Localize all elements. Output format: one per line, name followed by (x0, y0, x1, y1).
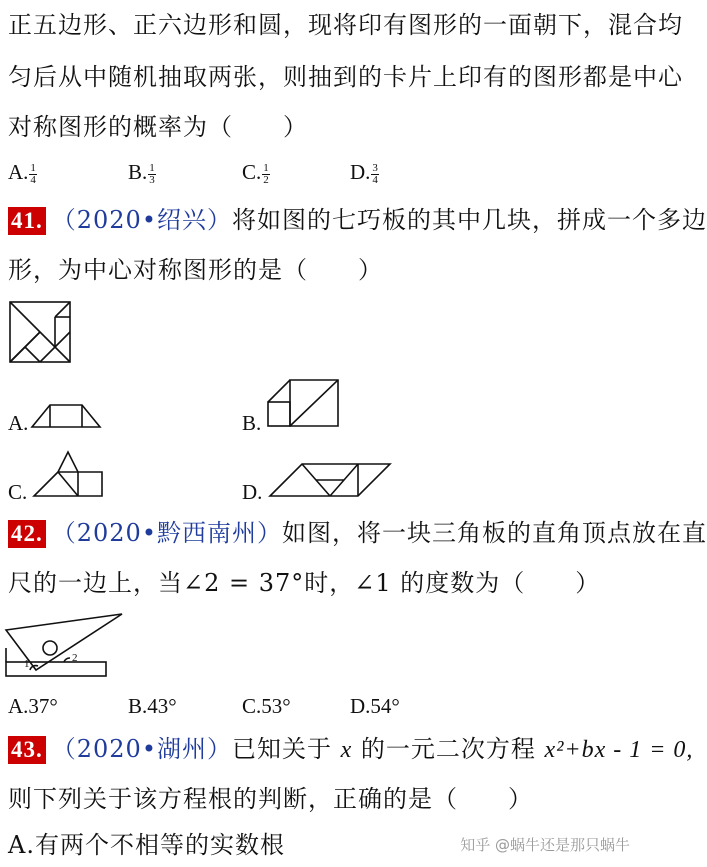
question-source: （2020•黔西南州） (51, 519, 282, 547)
q40-line-2: 匀后从中随机抽取两张，则抽到的卡片上印有的图形都是中心 (8, 63, 683, 91)
q42-option-c: C.53° (242, 694, 291, 718)
q40-option-d: D. $\frac{3}{4}$ (350, 160, 378, 186)
q42-option-a: A.37° (8, 694, 58, 718)
q40-line-1: 正五边形、正六边形和圆，现将印有图形的一面朝下，混合均 (8, 11, 683, 39)
equation: x²+bx - 1 = 0, (544, 737, 694, 763)
q43-option-a: A.有两个不相等的实数根 (8, 831, 285, 859)
question-number: 43. (8, 736, 46, 764)
variable-x: x (340, 737, 353, 763)
q41-option-a-figure (30, 402, 102, 430)
angle-1-label: 1 (24, 658, 30, 670)
q42-option-b: B.43° (128, 694, 177, 718)
q41-option-c-figure (32, 450, 104, 498)
fraction: $\frac{1}{3}$ (149, 161, 155, 186)
question-source: （2020•绍兴） (51, 206, 232, 234)
q42-text: 如图，将一块三角板的直角顶点放在直 (281, 519, 707, 547)
fraction: $\frac{3}{4}$ (372, 161, 378, 186)
q41-text: 将如图的七巧板的其中几块，拼成一个多边 (231, 206, 707, 234)
triangle-ruler-figure (4, 612, 126, 682)
q40-option-b: B. $\frac{1}{3}$ (128, 160, 155, 186)
q41-option-d-figure (268, 462, 392, 498)
q40-option-c: C. $\frac{1}{2}$ (242, 160, 269, 186)
q41-option-d-label: D. (242, 480, 263, 504)
question-number: 42. (8, 520, 46, 548)
q42-line-2: 尺的一边上，当∠2 = 37°时，∠1 的度数为（ ） (8, 569, 601, 597)
fraction: $\frac{1}{2}$ (263, 161, 269, 186)
question-number: 41. (8, 207, 46, 235)
tangram-figure (8, 300, 72, 364)
q41-option-c-label: C. (8, 480, 28, 504)
watermark: 知乎 @蜗牛还是那只蜗牛 (460, 836, 630, 854)
q43-line-2: 则下列关于该方程根的判断，正确的是（ ） (8, 785, 533, 813)
q41-line-2: 形，为中心对称图形的是（ ） (8, 256, 383, 284)
q42-option-d: D.54° (350, 694, 400, 718)
q41-option-b-figure (266, 378, 340, 428)
question-source: （2020•湖州） (51, 735, 232, 763)
q40-option-a: A. $\frac{1}{4}$ (8, 160, 36, 186)
q41-line-1 (8, 205, 707, 235)
q40-line-3: 对称图形的概率为（ ） (8, 113, 308, 141)
q42-line-1 (8, 518, 707, 548)
q43-line-1: 43. （2020•湖州）已知关于 x 的一元二次方程 x²+bx - 1 = 0, (8, 734, 693, 765)
q41-option-b-label: B. (242, 411, 262, 435)
q41-option-a-label: A. (8, 411, 29, 435)
angle-2-label: 2 (72, 652, 78, 664)
fraction: $\frac{1}{4}$ (30, 161, 36, 186)
